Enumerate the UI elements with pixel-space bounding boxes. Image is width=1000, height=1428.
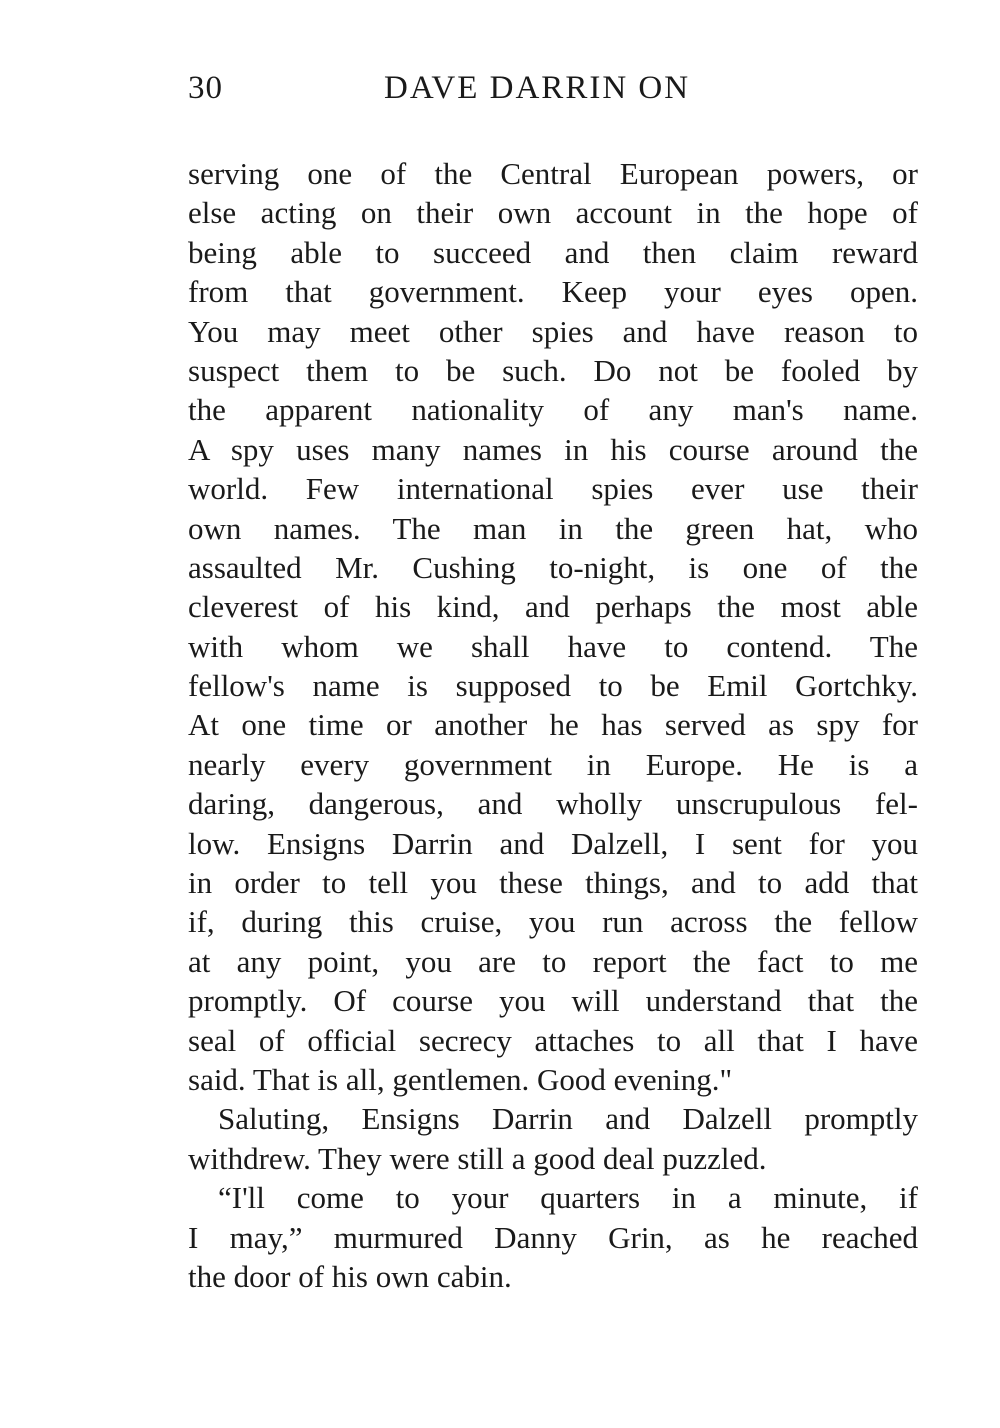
text-line: assaulted Mr. Cushing to-night, is one of the [188, 549, 918, 585]
text-line: nearly every government in Europe. He is a [188, 746, 918, 782]
text-line: the door of his own cabin. [188, 1258, 512, 1294]
text-line: at any point, you are to report the fact to me [188, 943, 918, 979]
text-line: own names. The man in the green hat, who [188, 510, 918, 546]
text-line: daring, dangerous, and wholly unscrupulous fel- [188, 786, 918, 822]
text-line: from that government. Keep your eyes open. [188, 274, 918, 310]
text-line: fellow's name is supposed to be Emil Gortchky. [188, 668, 918, 704]
text-line: I may,” murmured Danny Grin, as he reached [188, 1219, 918, 1255]
text-line: You may meet other spies and have reason to [188, 313, 918, 349]
text-line: promptly. Of course you will understand that the [188, 983, 918, 1019]
text-line: world. Few international spies ever use their [188, 471, 918, 507]
text-line: seal of official secrecy attaches to all that I have [188, 1022, 918, 1058]
text-line: said. That is all, gentlemen. Good evening." [188, 1061, 733, 1097]
text-line: else acting on their own account in the hope of [188, 195, 918, 231]
running-title: DAVE DARRIN ON [384, 70, 691, 106]
text-line: cleverest of his kind, and perhaps the most able [188, 589, 918, 625]
text-line: “I'll come to your quarters in a minute, if [218, 1180, 918, 1216]
text-line: in order to tell you these things, and to add that [188, 865, 918, 901]
page-header [188, 70, 918, 120]
body-text [188, 154, 918, 1296]
text-line: At one time or another he has served as spy for [188, 707, 918, 743]
text-line: the apparent nationality of any man's name. [188, 392, 918, 428]
text-line: low. Ensigns Darrin and Dalzell, I sent for you [188, 825, 918, 861]
text-line: with whom we shall have to contend. The [188, 628, 918, 664]
text-line: Saluting, Ensigns Darrin and Dalzell promptly [218, 1101, 918, 1137]
text-line: being able to succeed and then claim reward [188, 234, 918, 270]
page-number: 30 [188, 70, 223, 106]
text-line: A spy uses many names in his course around the [188, 431, 918, 467]
text-line: if, during this cruise, you run across the fellow [188, 904, 918, 940]
text-line: serving one of the Central European powers, or [188, 156, 918, 191]
text-line: suspect them to be such. Do not be fooled by [188, 352, 918, 388]
text-line: withdrew. They were still a good deal puzzled. [188, 1140, 767, 1176]
